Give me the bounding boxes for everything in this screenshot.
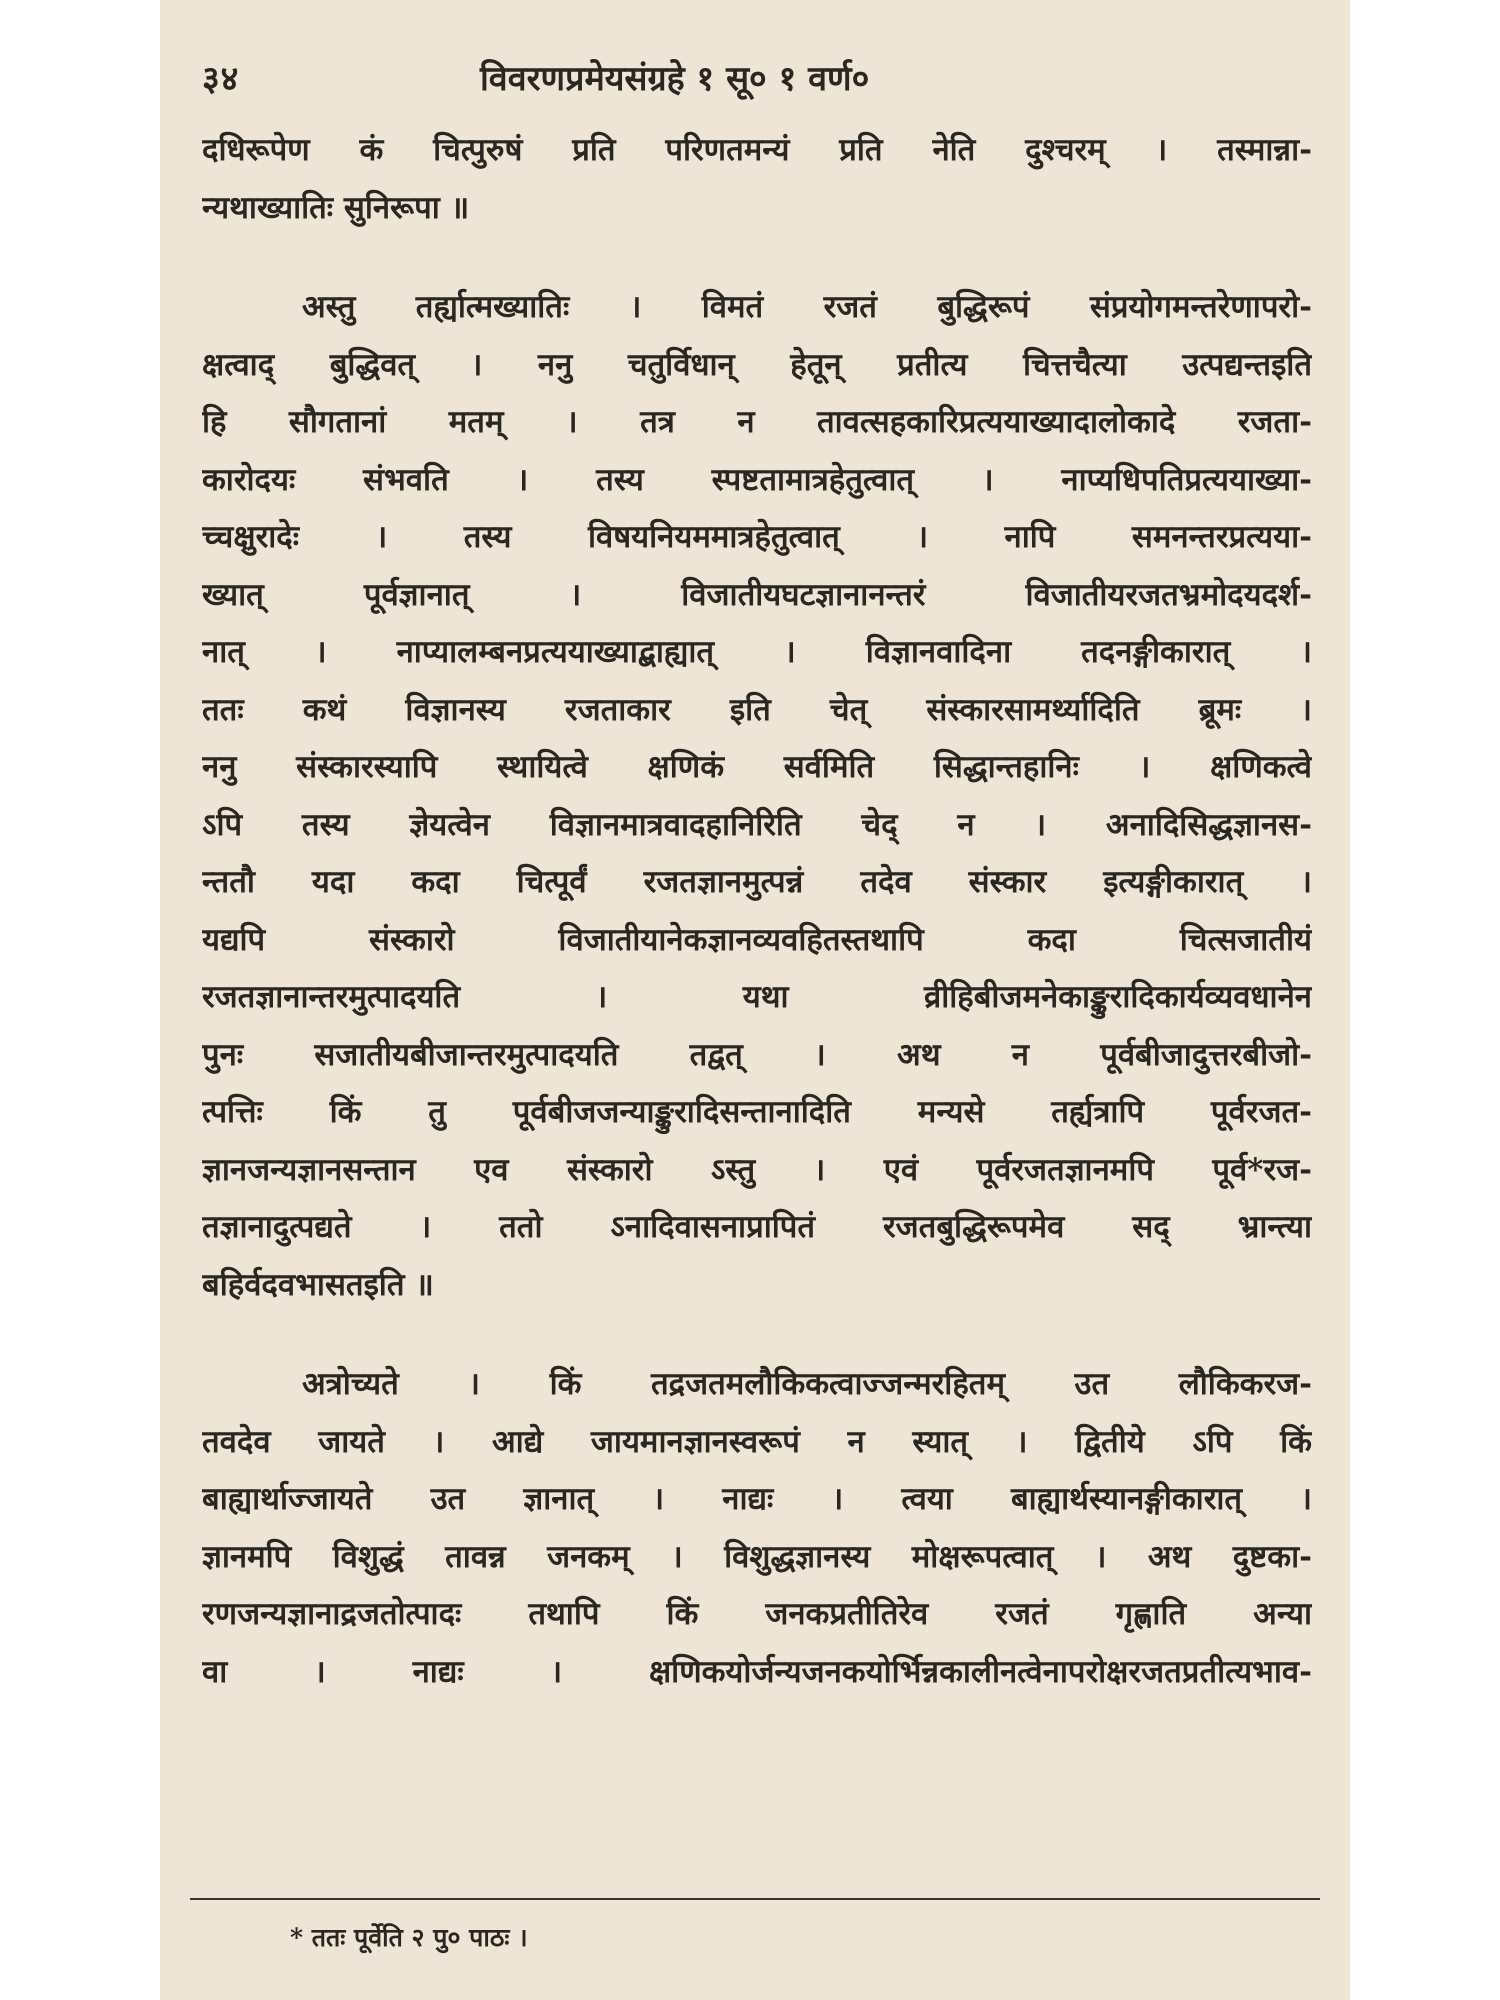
paragraph: [202, 122, 1312, 237]
text-line: ख्यात् पूर्वज्ञानात् । विजातीयघटज्ञानानन्तरं विजातीयरजतभ्रमोदयदर्श-: [202, 576, 1312, 613]
text-line: अत्रोच्यते । किं तद्रजतमलौकिकत्वाज्जन्मरहितम् उत लौकिकरज-: [302, 1366, 1312, 1402]
paragraph: [202, 279, 1312, 1314]
text-line: हि सौगतानां मतम् । तत्र न तावत्सहकारिप्रत्ययाख्यादालोकादे रजता-: [202, 404, 1312, 440]
text-line: दधिरूपेण कं चित्पुरुषं प्रति परिणतमन्यं प्रति नेति दुश्चरम् । तस्मान्ना-: [202, 132, 1312, 168]
footnote-divider: [190, 1898, 1320, 1900]
body-text: [202, 122, 1312, 1701]
text-line: अस्तु तर्ह्यात्मख्यातिः । विमतं रजतं बुद्धिरूपं संप्रयोगमन्तरेणापरो-: [302, 289, 1312, 325]
text-line: तवदेव जायते । आद्ये जायमानज्ञानस्वरूपं न स्यात् । द्वितीये ऽपि किं: [202, 1423, 1312, 1460]
text-line: त्पत्तिः किं तु पूर्वबीजजन्याङ्कुरादिसन्तानादिति मन्यसे तर्ह्यत्रापि पूर्वरजत-: [202, 1094, 1312, 1130]
text-line: न्ततौ यदा कदा चित्पूर्वं रजतज्ञानमुत्पन्नं तदेव संस्कार इत्यङ्गीकारात् ।: [202, 864, 1312, 900]
book-page: [160, 0, 1350, 2000]
footnote: * ततः पूर्वेति २ पु० पाठः ।: [290, 1923, 528, 1952]
text-line: कारोदयः संभवति । तस्य स्पष्टतामात्रहेतुत्वात् । नाप्यधिपतिप्रत्ययाख्या-: [202, 461, 1312, 498]
text-line: ततः कथं विज्ञानस्य रजताकार इति चेत् संस्कारसामर्थ्यादिति ब्रूमः ।: [202, 691, 1312, 728]
paragraph-gap: [202, 1314, 1312, 1356]
text-line: रणजन्यज्ञानाद्रजतोत्पादः तथापि किं जनकप्रतीतिरेव रजतं गृह्णाति अन्या: [202, 1596, 1312, 1632]
text-line: बहिर्वदवभासतइति ॥: [202, 1266, 434, 1303]
text-line: ज्ञानमपि विशुद्धं तावन्न जनकम् । विशुद्धज्ञानस्य मोक्षरूपत्वात् । अथ दुष्टका-: [202, 1538, 1312, 1575]
text-line: नात् । नाप्यालम्बनप्रत्ययाख्याद्बाह्यात् । विज्ञानवादिना तदनङ्गीकारात् ।: [202, 634, 1312, 670]
page-number: ३४: [202, 59, 240, 99]
paragraph-gap: [202, 237, 1312, 279]
running-head: विवरणप्रमेयसंग्रहे १ सू० १ वर्ण०: [480, 59, 870, 99]
text-line: तज्ञानादुत्पद्यते । ततो ऽनादिवासनाप्रापितं रजतबुद्धिरूपमेव सद् भ्रान्त्या: [202, 1209, 1312, 1245]
text-line: बाह्यार्थाज्जायते उत ज्ञानात् । नाद्यः । त्वया बाह्यार्थस्यानङ्गीकारात् ।: [202, 1481, 1312, 1517]
text-line: न्यथाख्यातिः सुनिरूपा ॥: [202, 189, 470, 226]
text-line: पुनः सजातीयबीजान्तरमुत्पादयति तद्वत् । अथ न पूर्वबीजादुत्तरबीजो-: [202, 1036, 1312, 1073]
text-line: क्षत्वाद् बुद्धिवत् । ननु चतुर्विधान् हेतून् प्रतीत्य चित्तचैत्या उत्पद्यन्तइति: [202, 346, 1312, 383]
text-line: यद्यपि संस्कारो विजातीयानेकज्ञानव्यवहितस्तथापि कदा चित्सजातीयं: [202, 921, 1312, 958]
text-line: च्चक्षुरादेः । तस्य विषयनियममात्रहेतुत्वात् । नापि समनन्तरप्रत्यया-: [202, 519, 1312, 555]
text-line: ऽपि तस्य ज्ञेयत्वेन विज्ञानमात्रवादहानिरिति चेद् न । अनादिसिद्धज्ञानस-: [202, 806, 1312, 843]
paragraph: [202, 1356, 1312, 1701]
page-header: [160, 50, 1350, 110]
text-line: ननु संस्कारस्यापि स्थायित्वे क्षणिकं सर्वमिति सिद्धान्तहानिः । क्षणिकत्वे: [202, 749, 1312, 785]
text-line: रजतज्ञानान्तरमुत्पादयति । यथा व्रीहिबीजमनेकाङ्कुरादिकार्यव्यवधानेन: [202, 979, 1312, 1015]
text-line: ज्ञानजन्यज्ञानसन्तान एव संस्कारो ऽस्तु । एवं पूर्वरजतज्ञानमपि पूर्व*रज-: [202, 1151, 1312, 1188]
text-line: वा । नाद्यः । क्षणिकयोर्जन्यजनकयोर्भिन्नकालीनत्वेनापरोक्षरजतप्रतीत्यभाव-: [202, 1653, 1312, 1690]
